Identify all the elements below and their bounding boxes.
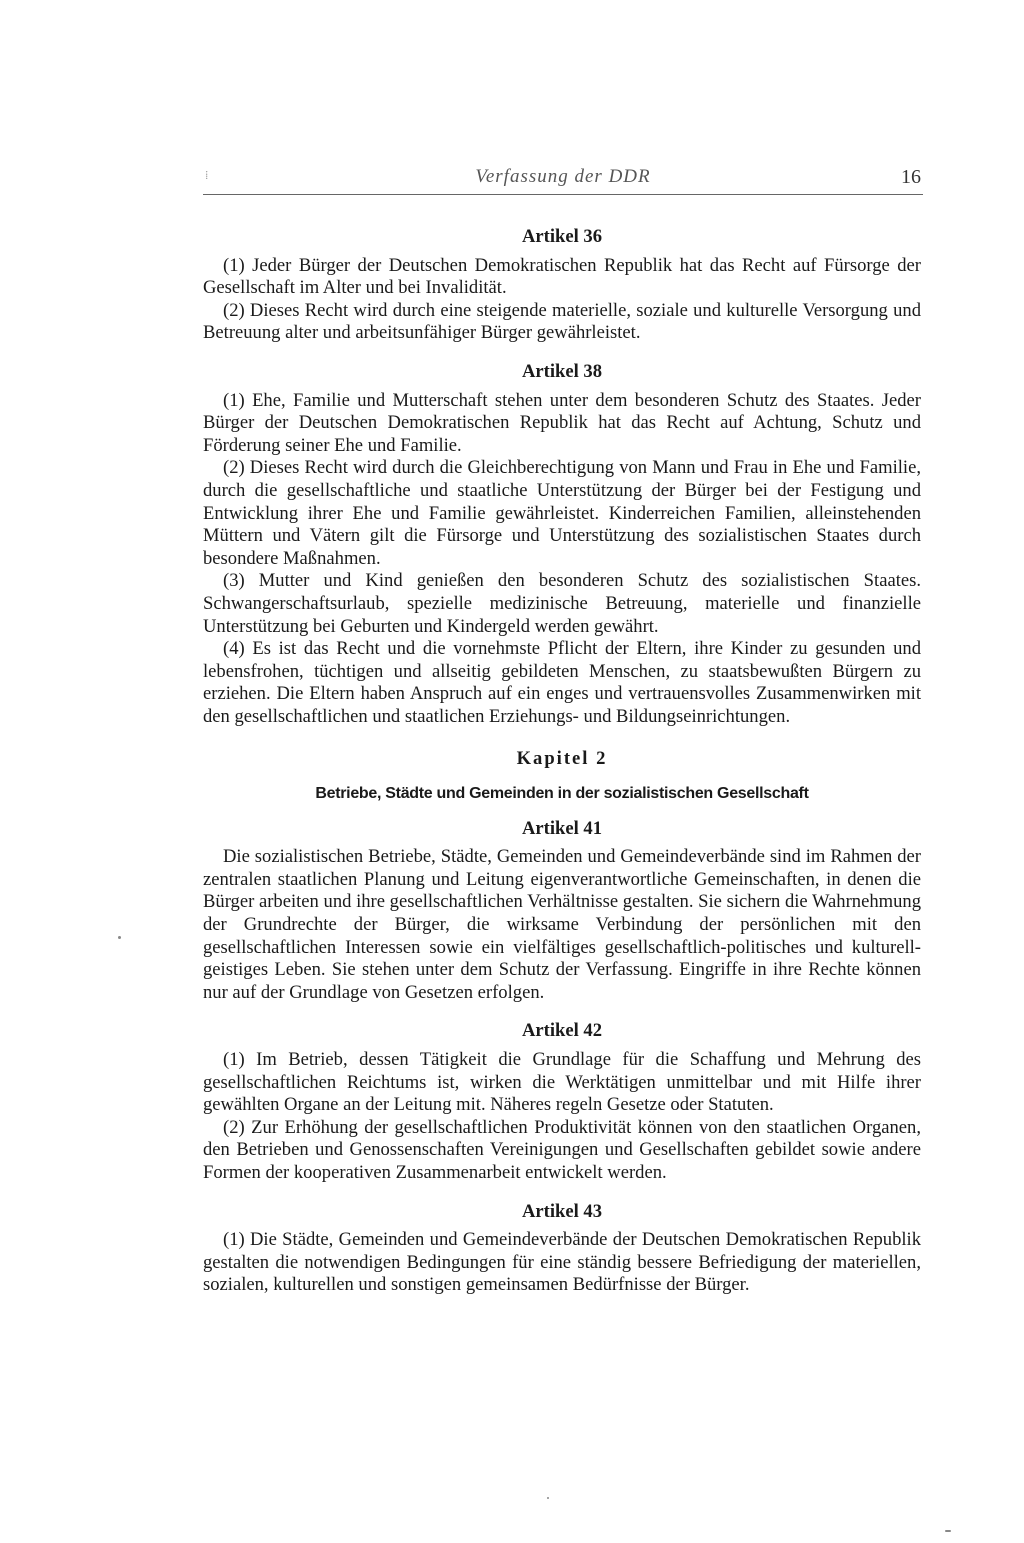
running-title: Verfassung der DDR — [475, 166, 651, 187]
page-number: 16 — [901, 166, 921, 188]
paragraph: (1) Die Städte, Gemeinden und Gemeindeverbände der Deutschen Demokratischen Republik gestalten die notwendigen Bedingungen für eine ständig bessere Befriedigung der materiellen, sozialen, kulturellen und sonstigen gemeinsamen Bedürfnisse der Bürger. — [203, 1229, 921, 1296]
article-43 — [203, 1201, 921, 1297]
spacer — [203, 1185, 921, 1201]
page-body — [203, 226, 921, 1297]
article-36 — [203, 226, 921, 345]
article-41 — [203, 818, 921, 1005]
chapter-2 — [203, 748, 921, 805]
article-38 — [203, 361, 921, 729]
paragraph: (2) Dieses Recht wird durch die Gleichberechtigung von Mann und Frau in Ehe und Familie, durch die gesellschaftliche und staatliche Unterstützung der Bürger bei der Festigung und Entwicklung ihrer Ehe und Familie gewährleistet. Kinderreichen Familien, alleinstehenden Müttern und Vätern gilt die Fürsorge und Unterstützung des sozialistischen Staates durch besondere Maßnahmen. — [203, 457, 921, 569]
scan-speck — [547, 1497, 549, 1499]
paragraph: (3) Mutter und Kind genießen den besonderen Schutz des sozialistischen Staates. Schwangerschaftsurlaub, spezielle medizinische Betreuung, materielle und finanzielle Unterstützung bei Geburten und Kindergeld werden gewährt. — [203, 570, 921, 637]
article-heading: Artikel 42 — [521, 1020, 603, 1042]
scan-speck — [118, 936, 121, 939]
paragraph: (1) Jeder Bürger der Deutschen Demokratischen Republik hat das Recht auf Fürsorge der Gesellschaft im Alter und bei Invalidität. — [203, 254, 921, 299]
margin-mark-icon: ⁞ — [205, 168, 209, 182]
running-head — [203, 166, 923, 192]
paragraph: (2) Zur Erhöhung der gesellschaftlichen Produktivität können von den staatlichen Organen, den Betrieben und Genossenschaften Vereinigungen und Gesellschaften gebildet sowie andere Formen der kooperativen Zusammenarbeit entwickelt werden. — [203, 1116, 921, 1183]
spacer — [203, 728, 921, 748]
article-heading: Artikel 36 — [521, 226, 603, 247]
paragraph: (2) Dieses Recht wird durch eine steigende materielle, soziale und kulturelle Versorgung und Betreuung alter und arbeitsunfähiger Bürger gewährleistet. — [203, 299, 921, 344]
chapter-title: Betriebe, Städte und Gemeinden in der sozialistischen Gesellschaft — [315, 785, 809, 803]
paragraph: Die sozialistischen Betriebe, Städte, Gemeinden und Gemeindeverbände sind im Rahmen der zentralen staatlichen Planung und Leitung eigenverantwortliche Gemeinschaften, in denen die Bürger arbeiten und ihre gesellschaftlichen Verhältnisse gestalten. Sie sichern die Wahrnehmung der Grundrechte der Bürger, die wirksame Verbindung der persönlichen mit den gesellschaftlichen Interessen sowie ein vielfältiges gesellschaftlich-politisches und kulturell-geistiges Leben. Sie stehen unter dem Schutz der Verfassung. Eingriffe in ihre Rechte können nur auf der Grundlage von Gesetzen erfolgen. — [203, 846, 921, 1003]
scan-speck — [945, 1530, 951, 1532]
header-rule — [203, 194, 923, 195]
paragraph: (1) Im Betrieb, dessen Tätigkeit die Grundlage für die Schaffung und Mehrung des gesellschaftlichen Reichtums ist, wirken die Werktätigen unmittelbar und mit Hilfe ihrer gewählten Organe an der Leitung mit. Näheres regeln Gesetze oder Statuten. — [203, 1049, 921, 1116]
spacer — [203, 345, 921, 361]
article-42 — [203, 1020, 921, 1184]
spacer — [203, 1004, 921, 1020]
paragraph: (4) Es ist das Recht und die vornehmste Pflicht der Eltern, ihre Kinder zu gesunden und lebensfrohen, tüchtigen und allseitig gebildeten Menschen, zu staatsbewußten Bürgern zu erziehen. Die Eltern haben Anspruch auf ein enges und vertrauensvolles Zusammenwirken mit den gesellschaftlichen und staatlichen Erziehungs- und Bildungseinrichtungen. — [203, 638, 921, 727]
chapter-heading: Kapitel 2 — [516, 748, 608, 770]
paragraph: (1) Ehe, Familie und Mutterschaft stehen unter dem besonderen Schutz des Staates. Jeder Bürger der Deutschen Demokratischen Republik hat das Recht auf Achtung, Schutz und Förderung seiner Ehe und Familie. — [203, 389, 921, 456]
article-heading: Artikel 41 — [521, 817, 603, 839]
article-heading: Artikel 43 — [521, 1200, 603, 1222]
article-heading: Artikel 38 — [521, 360, 603, 382]
